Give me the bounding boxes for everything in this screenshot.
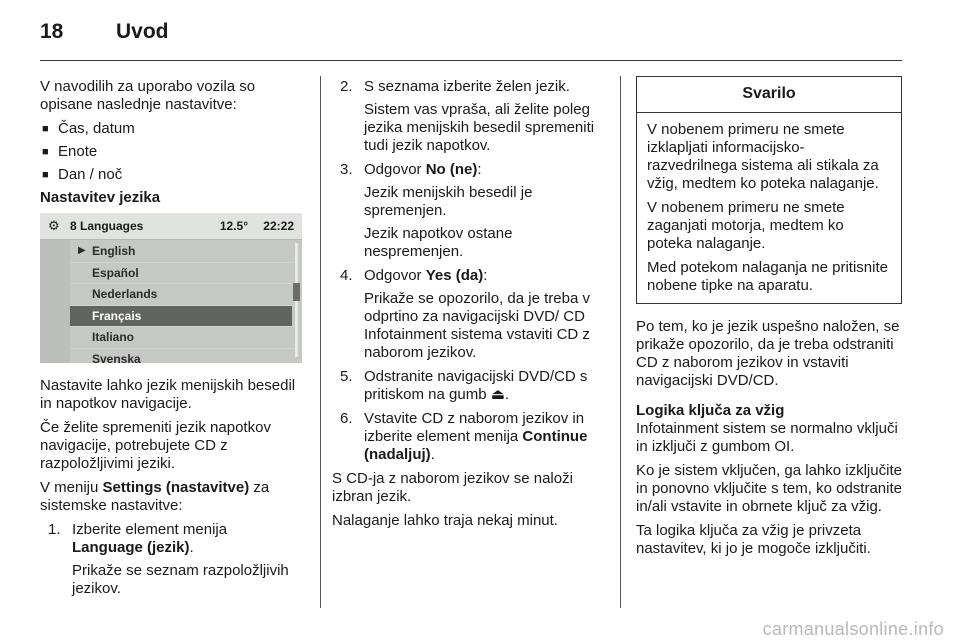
page-title: Uvod	[116, 20, 169, 43]
screen-scroll-thumb	[293, 283, 300, 301]
page-header	[40, 20, 169, 44]
intro-paragraph: V navodilih za uporabo vozila so opisane naslednje nastavitve:	[40, 78, 256, 113]
warning-body	[637, 113, 901, 303]
column-divider-2	[620, 76, 621, 608]
paragraph: Infotainment sistem se normalno vključi in izključi z gumbom OI.	[636, 420, 898, 455]
language-item: Svenska	[70, 349, 292, 364]
steps-list-part-2	[332, 78, 602, 464]
language-item: ▶ English	[70, 241, 292, 263]
bullet-item: ■ Čas, datum	[40, 120, 308, 138]
language-item-selected: Français	[70, 306, 292, 328]
screen-clock: 22:22	[263, 219, 294, 233]
screen-temperature: 12.5°	[219, 219, 248, 233]
paragraph: Ta logika ključa za vžig je privzeta nastavitev, ki jo je mogoče izključiti.	[636, 522, 871, 557]
screen-title-bar	[40, 213, 302, 240]
warning-paragraph: V nobenem primeru ne smete zaganjati motorja, medtem ko poteka nalaganje.	[647, 199, 845, 252]
screen-left-panel	[40, 240, 70, 363]
settings-wrench-icon: ⚙	[48, 218, 60, 233]
bullet-item: ■ Enote	[40, 143, 308, 161]
step-item: 2. S seznama izberite želen jezik. Sistem vas vpraša, ali želite poleg jezika menijskih besedil spremeniti tudi jezik napotkov.	[340, 78, 595, 154]
paragraph: Ko je sistem vključen, ga lahko izključite in ponovno vključite s tem, ko odstranite in/ali vstavite in obrnete ključ za vžig.	[636, 462, 902, 515]
steps-list-part-1	[40, 521, 308, 598]
header-rule	[40, 60, 902, 61]
column-1	[40, 78, 308, 604]
current-selection-arrow-icon: ▶	[78, 245, 86, 256]
step-item: 1. Izberite element menija Language (jezik). Prikaže se seznam razpoložljivih jezikov.	[48, 521, 289, 597]
settings-bullet-list	[40, 120, 308, 184]
step-item: 5. Odstranite navigacijski DVD/CD s pritiskom na gumb ⏏.	[340, 368, 588, 403]
column-3	[636, 76, 902, 564]
step-item: 4. Odgovor Yes (da): Prikaže se opozorilo, da je treba v odprtino za navigacijski DVD/ CD Infotainment sistema vstaviti CD z naborom jezikov.	[340, 267, 590, 361]
language-item: Italiano	[70, 327, 292, 349]
warning-paragraph: V nobenem primeru ne smete izklapljati informacijsko-razvedrilnega sistema ali stikala za vžig, medtem ko poteka nalaganje.	[647, 121, 879, 192]
paragraph: S CD-ja z naborom jezikov se naloži izbran jezik.	[332, 470, 573, 505]
column-2	[332, 78, 602, 536]
column-divider-1	[320, 76, 321, 608]
bullet-item: ■ Dan / noč	[40, 166, 308, 184]
paragraph: Če želite spremeniti jezik napotkov navigacije, potrebujete CD z razpoložljivimi jeziki.	[40, 419, 271, 472]
page-number: 18	[40, 20, 64, 43]
paragraph: Nalaganje lahko traja nekaj minut.	[332, 512, 558, 529]
language-list	[70, 241, 292, 363]
language-item: Nederlands	[70, 284, 292, 306]
languages-screen-image	[40, 213, 302, 363]
language-item: Español	[70, 263, 292, 285]
paragraph: V meniju Settings (nastavitve) za sistemske nastavitve:	[40, 479, 270, 514]
paragraph: Nastavite lahko jezik menijskih besedil in napotkov navigacije.	[40, 377, 296, 412]
watermark: carmanualsonline.info	[762, 619, 944, 639]
screen-title: 8 Languages	[70, 219, 144, 233]
warning-title: Svarilo	[637, 77, 901, 113]
warning-paragraph: Med potekom nalaganja ne pritisnite nobene tipke na aparatu.	[647, 259, 888, 294]
step-item: 6. Vstavite CD z naborom jezikov in izberite element menija Continue (nadaljuj).	[340, 410, 588, 463]
section-title-language: Nastavitev jezika	[40, 189, 161, 206]
section-title-ignition: Logika ključa za vžig	[636, 402, 785, 419]
warning-box	[636, 76, 902, 304]
step-item: 3. Odgovor No (ne): Jezik menijskih besedil je spremenjen. Jezik napotkov ostane nespremenjen.	[340, 161, 533, 260]
paragraph: Po tem, ko je jezik uspešno naložen, se prikaže opozorilo, da je treba odstraniti CD z naborom jezikov in vstaviti navigacijski DVD/CD.	[636, 318, 900, 389]
